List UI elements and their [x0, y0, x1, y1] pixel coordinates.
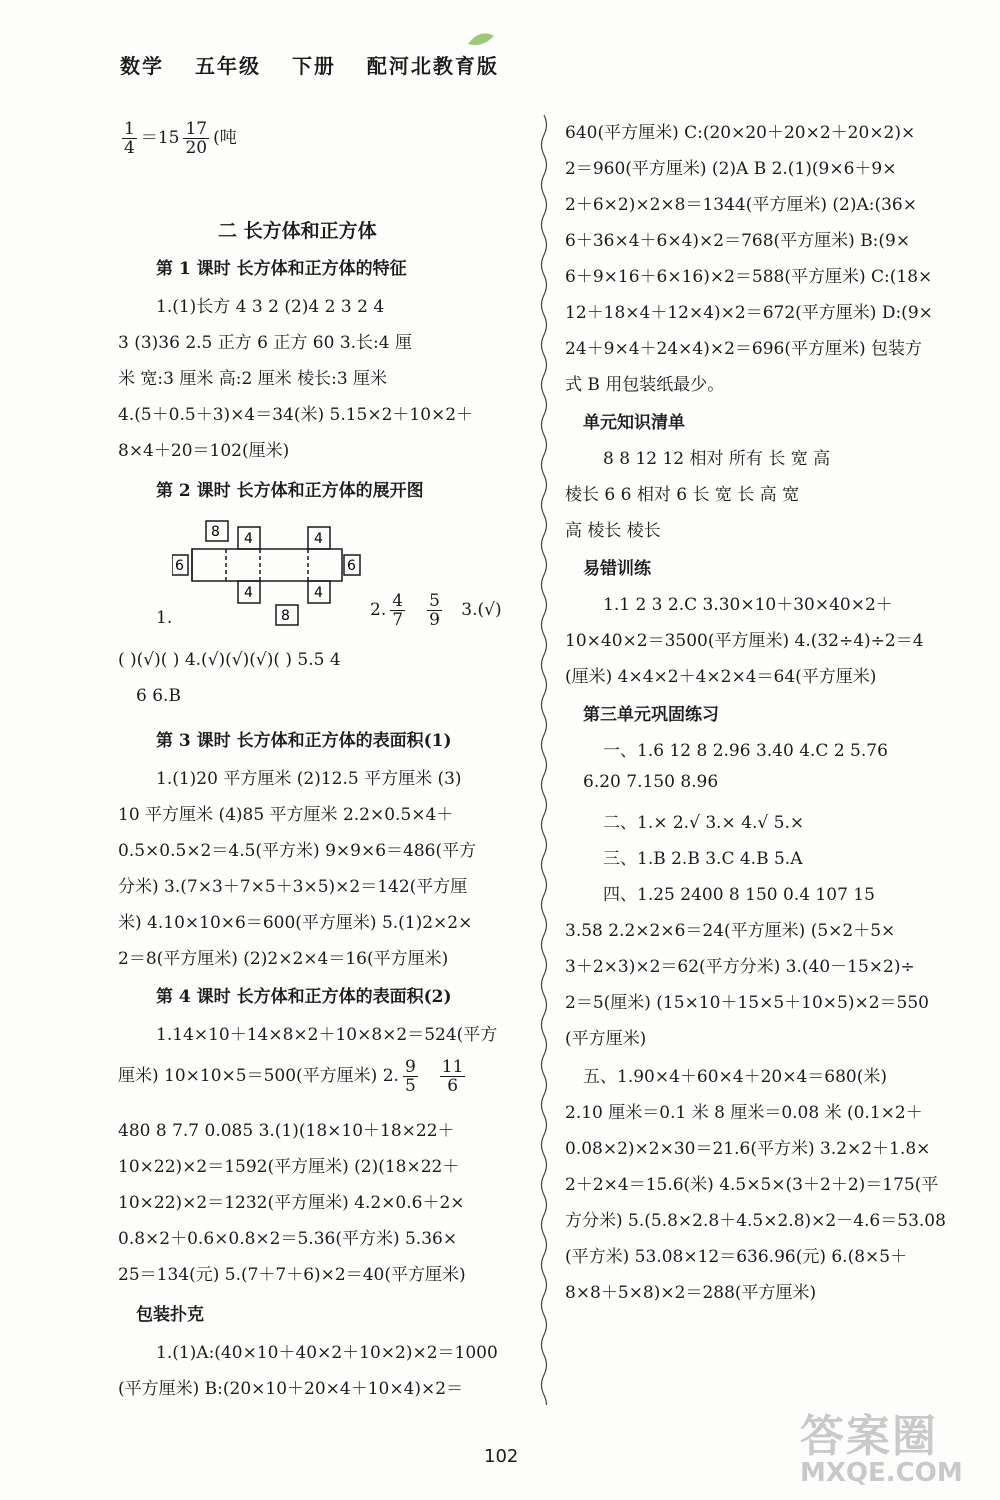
text-line: 1. — [156, 608, 173, 628]
text-line: 8×4＋20＝102(厘米) — [118, 441, 290, 461]
text-line: 2＝8(平方厘米) (2)2×2×4＝16(平方厘米) — [118, 949, 449, 969]
right-column — [565, 110, 985, 1410]
net-label: 4 — [244, 531, 253, 547]
fraction: $\frac{1}{4}$ — [124, 119, 135, 158]
text-line: 米 宽:3 厘米 高:2 厘米 棱长:3 厘米 — [118, 369, 388, 389]
text-line: 640(平方厘米) C:(20×20＋20×2＋20×2)× — [565, 123, 916, 143]
error-training-title: 易错训练 — [583, 559, 651, 579]
q2-fractions: 2. $\frac{4}{7}$ $\frac{5}{9}$ 3.(√) — [370, 591, 502, 630]
text-line: 五、1.90×4＋60×4＋20×4＝680(米) — [583, 1067, 888, 1087]
text-line: 24＋9×4＋24×4)×2＝696(平方厘米) 包装方 — [565, 339, 923, 359]
watermark-logo: 答案圈 — [800, 1411, 938, 1462]
net-label: 4 — [244, 585, 253, 601]
fraction: $\frac{5}{9}$ — [429, 591, 440, 630]
fraction: $\frac{11}{6}$ — [441, 1057, 464, 1096]
net-label: 4 — [314, 531, 323, 547]
lesson-4-title: 第 4 课时 长方体和正方体的表面积(2) — [156, 987, 452, 1007]
leaf-icon — [466, 30, 496, 50]
column-divider — [538, 115, 550, 1405]
text-line: (平方厘米) B:(20×10＋20×4＋10×4)×2＝ — [118, 1379, 464, 1399]
text-line: 3＋2×3)×2＝62(平方分米) 3.(40－15×2)÷ — [565, 957, 915, 977]
text-line: 3 (3)36 2.5 正方 6 正方 60 3.长:4 厘 — [118, 333, 413, 353]
text-line: 0.08×2)×2×30＝21.6(平方米) 3.2×2＋1.8× — [565, 1139, 931, 1159]
page-header — [120, 50, 521, 79]
cuboid-net-diagram — [172, 519, 362, 627]
net-label: 8 — [281, 608, 290, 624]
fraction: $\frac{9}{5}$ — [404, 1057, 416, 1096]
text-line: 三、1.B 2.B 3.C 4.B 5.A — [603, 849, 803, 869]
text-line: 式 B 用包装纸最少。 — [565, 375, 725, 395]
fraction: $\frac{17}{20}$ — [185, 119, 208, 158]
text-line: 一、1.6 12 8 2.96 3.40 4.C 2 5.76 — [603, 741, 888, 761]
text-line: 6 6.B — [136, 686, 181, 706]
text-line: 6＋36×4＋6×4)×2＝768(平方厘米) B:(9× — [565, 231, 911, 251]
text-line: 2.10 厘米＝0.1 米 8 厘米＝0.08 米 (0.1×2＋ — [565, 1103, 923, 1123]
text-line: 2＝5(厘米) (15×10＋15×5＋10×5)×2＝550 — [565, 993, 929, 1013]
text-line: 2＝960(平方厘米) (2)A B 2.(1)(9×6＋9× — [565, 159, 897, 179]
net-label: 4 — [314, 585, 323, 601]
lesson-1-title: 第 1 课时 长方体和正方体的特征 — [156, 259, 407, 279]
text-line: 分米) 3.(7×3＋7×5＋3×5)×2＝142(平方厘 — [118, 877, 468, 897]
text-line: 0.8×2＋0.6×0.8×2＝5.36(平方米) 5.36× — [118, 1229, 458, 1249]
unit-review-title: 第三单元巩固练习 — [583, 705, 719, 725]
text-line: 0.5×0.5×2＝4.5(平方米) 9×9×6＝486(平方 — [118, 841, 477, 861]
text-line: 方分米) 5.(5.8×2.8＋4.5×2.8)×2－4.6＝53.08 — [565, 1211, 946, 1231]
text-line: 1.1 2 3 2.C 3.30×10＋30×40×2＋ — [603, 595, 893, 615]
knowledge-list-title: 单元知识清单 — [583, 413, 685, 433]
text-line: 6＋9×16＋6×16)×2＝588(平方厘米) C:(18× — [565, 267, 933, 287]
text-line: 10×40×2＝3500(平方厘米) 4.(32÷4)÷2＝4 — [565, 631, 924, 651]
net-label: 8 — [211, 524, 220, 540]
text-line: 10×22)×2＝1232(平方厘米) 4.2×0.6＋2× — [118, 1193, 465, 1213]
text-line: 棱长 6 6 相对 6 长 宽 长 高 宽 — [565, 485, 800, 505]
header-grade: 五年级 — [194, 54, 261, 78]
text-line: 10×22)×2＝1592(平方厘米) (2)(18×22＋ — [118, 1157, 460, 1177]
text-line: 四、1.25 2400 8 150 0.4 107 15 — [603, 885, 875, 905]
text-line: 10 平方厘米 (4)85 平方厘米 2.2×0.5×4＋ — [118, 805, 454, 825]
left-column — [118, 110, 528, 1410]
text-line: 25＝134(元) 5.(7＋7＋6)×2＝40(平方厘米) — [118, 1265, 466, 1285]
header-edition: 配河北教育版 — [366, 54, 499, 78]
text-line: 6.20 7.150 8.96 — [583, 772, 719, 792]
text-line: (平方米) 53.08×12＝636.96(元) 6.(8×5＋ — [565, 1247, 908, 1267]
text-line: (平方厘米) — [565, 1029, 647, 1049]
watermark-url: MXQE.COM — [800, 1458, 963, 1488]
lesson-2-title: 第 2 课时 长方体和正方体的展开图 — [156, 481, 424, 501]
text-line: (厘米) 4×4×2＋4×2×4＝64(平方厘米) — [565, 667, 877, 687]
l4-line-2: 厘米) 10×10×5＝500(平方厘米) 2. $\frac{9}{5}$ $\frac{11}{6}$ — [118, 1057, 464, 1096]
text-line: 1.14×10＋14×8×2＋10×8×2＝524(平方 — [156, 1025, 498, 1045]
lesson-3-title: 第 3 课时 长方体和正方体的表面积(1) — [156, 731, 452, 751]
page-number: 102 — [484, 1446, 519, 1467]
unit-title: 二 长方体和正方体 — [218, 220, 377, 242]
text-line: 1.(1)长方 4 3 2 (2)4 2 3 2 4 — [156, 297, 385, 317]
text-line: 米) 4.10×10×6＝600(平方厘米) 5.(1)2×2× — [118, 913, 473, 933]
fraction: $\frac{4}{7}$ — [392, 591, 404, 630]
text-line: 8 8 12 12 相对 所有 长 宽 高 — [603, 449, 831, 469]
text-line: 2＋6×2)×2×8＝1344(平方厘米) (2)A:(36× — [565, 195, 917, 215]
text-line: 二、1.× 2.√ 3.× 4.√ 5.× — [603, 813, 805, 833]
text-line: 1.(1)20 平方厘米 (2)12.5 平方厘米 (3) — [156, 769, 462, 789]
header-subject: 数学 — [120, 54, 164, 78]
text-line: 高 棱长 棱长 — [565, 521, 661, 541]
packing-title: 包装扑克 — [136, 1305, 204, 1325]
watermark — [800, 1400, 963, 1488]
header-volume: 下册 — [291, 54, 336, 78]
text-line: 8×8＋5×8)×2＝288(平方厘米) — [565, 1283, 817, 1303]
net-label: 6 — [175, 558, 184, 574]
text-line: 4.(5＋0.5＋3)×4＝34(米) 5.15×2＋10×2＋ — [118, 405, 474, 425]
text-line: 480 8 7.7 0.085 3.(1)(18×10＋18×22＋ — [118, 1121, 455, 1141]
text-line: 1.(1)A:(40×10＋40×2＋10×2)×2＝1000 — [156, 1343, 498, 1363]
text-line: ( )(√)( ) 4.(√)(√)(√)( ) 5.5 4 — [118, 650, 341, 670]
text-line: 2＋2×4＝15.6(米) 4.5×5×(3＋2＋2)＝175(平 — [565, 1175, 939, 1195]
net-label: 6 — [347, 558, 356, 574]
text-line: 12＋18×4＋12×4)×2＝672(平方厘米) D:(9× — [565, 303, 933, 323]
text-line: 3.58 2.2×2×6＝24(平方厘米) (5×2＋5× — [565, 921, 896, 941]
top-fraction-line: $\frac{1}{4}$ ＝15 $\frac{17}{20}$ (吨 — [124, 119, 237, 158]
